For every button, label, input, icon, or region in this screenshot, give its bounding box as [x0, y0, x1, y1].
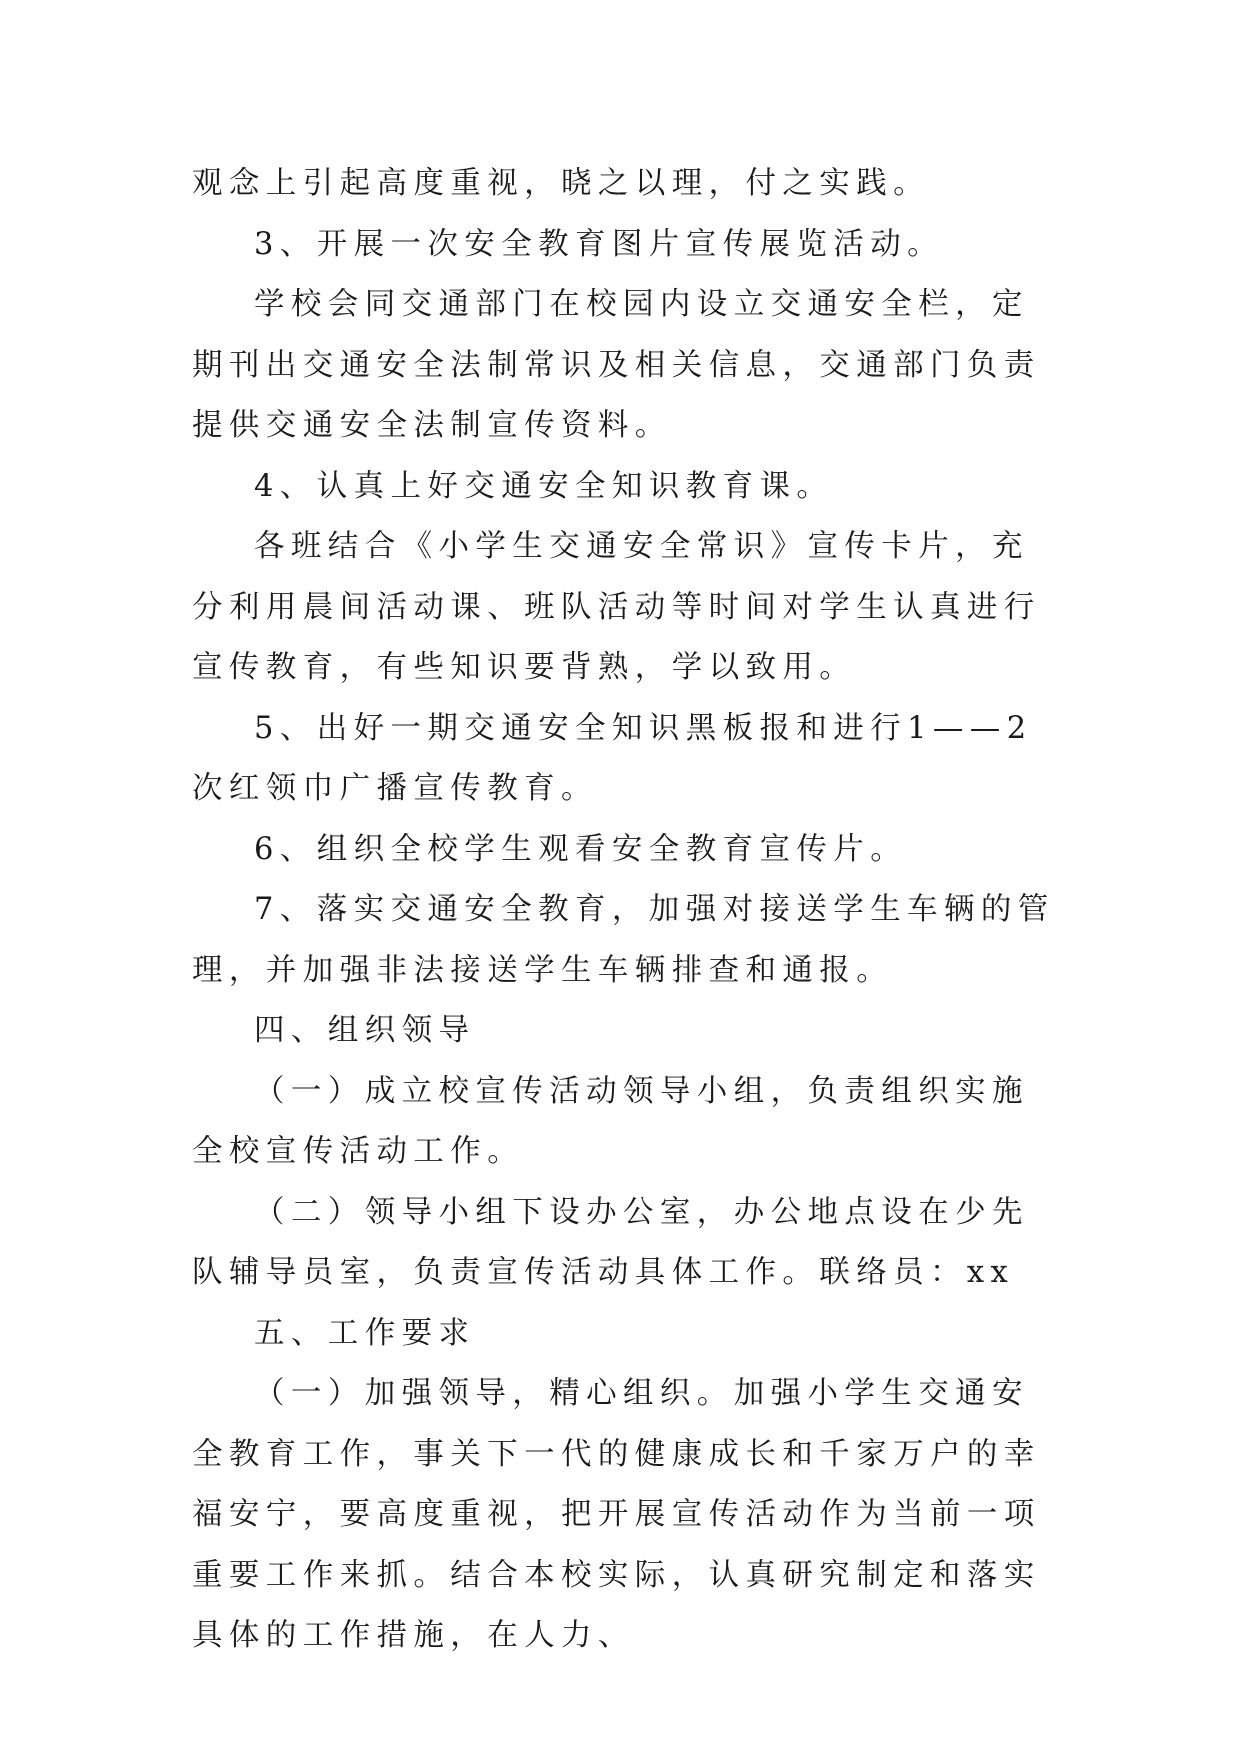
document-body: [192, 154, 1062, 1667]
paragraph-3: 学校会同交通部门在校园内设立交通安全栏，定期刊出交通安全法制常识及相关信息，交通部门负责提供交通安全法制宣传资料。: [192, 287, 1041, 443]
paragraph-11: （二）领导小组下设办公室，办公地点设在少先队辅导员室，负责宣传活动具体工作。联络员：xx: [192, 1194, 1029, 1290]
section-heading-requirements: 五、工作要求: [254, 1315, 476, 1351]
paragraph-8: 7、落实交通安全教育，加强对接送学生车辆的管理，并加强非法接送学生车辆排查和通报。: [192, 892, 1055, 988]
paragraph-7: 6、组织全校学生观看安全教育宣传片。: [254, 831, 908, 867]
paragraph-13: （一）加强领导，精心组织。加强小学生交通安全教育工作，事关下一代的健康成长和千家万户的幸福安宁，要高度重视，把开展宣传活动作为当前一项重要工作来抓。结合本校实际，认真研究制定和落实具体的工作措施，在人力、: [192, 1376, 1041, 1653]
paragraph-4: 4、认真上好交通安全知识教育课。: [254, 468, 834, 504]
paragraph-2: 3、开展一次安全教育图片宣传展览活动。: [254, 226, 945, 262]
paragraph-6: 5、出好一期交通安全知识黑板报和进行1——2次红领巾广播宣传教育。: [192, 710, 1033, 806]
paragraph-10: （一）成立校宣传活动领导小组，负责组织实施全校宣传活动工作。: [192, 1073, 1029, 1169]
paragraph-5: 各班结合《小学生交通安全常识》宣传卡片，充分利用晨间活动课、班队活动等时间对学生认真进行宣传教育，有些知识要背熟，学以致用。: [192, 529, 1041, 685]
paragraph-1: 观念上引起高度重视，晓之以理，付之实践。: [192, 166, 930, 201]
section-heading-organization: 四、组织领导: [254, 1013, 476, 1048]
